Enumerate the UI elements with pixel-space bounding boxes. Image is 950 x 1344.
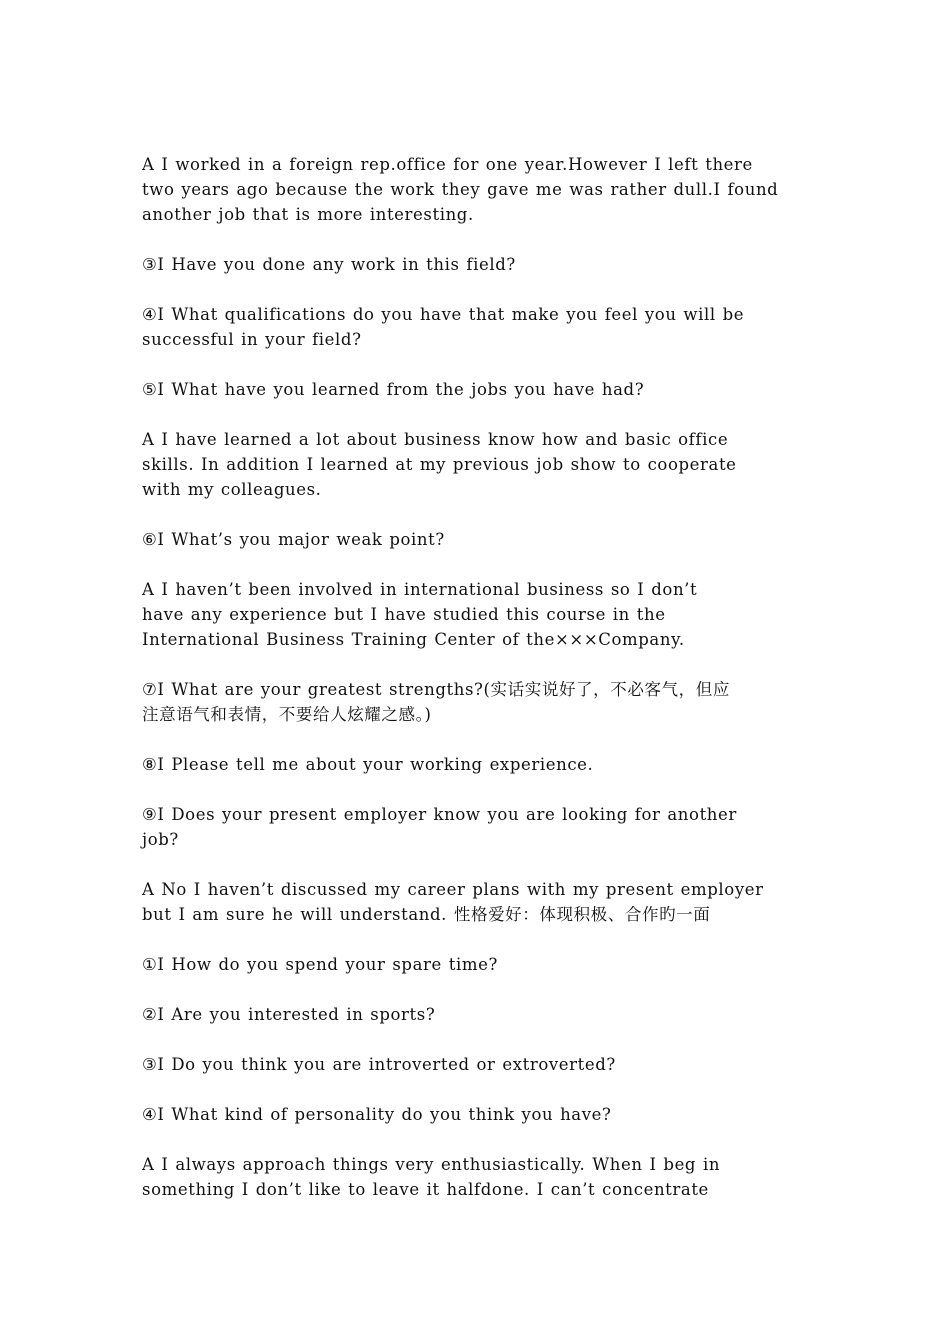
question-paragraph bbox=[142, 302, 812, 352]
answer-paragraph bbox=[142, 577, 812, 652]
question-paragraph bbox=[142, 527, 812, 552]
answer-paragraph bbox=[142, 427, 812, 502]
text-line: ④I What kind of personality do you think you have? bbox=[142, 1105, 612, 1124]
text-line: two years ago because the work they gave me was rather dull.I found bbox=[142, 180, 779, 199]
text-line: A I have learned a lot about business know how and basic office bbox=[142, 430, 729, 449]
text-line: A I always approach things very enthusiastically. When I beg in bbox=[142, 1155, 721, 1174]
question-paragraph bbox=[142, 1102, 812, 1127]
text-line: A No I haven’t discussed my career plans with my present employer bbox=[142, 880, 764, 899]
text-line: ③I Have you done any work in this field? bbox=[142, 255, 516, 274]
question-paragraph bbox=[142, 952, 812, 977]
document-body bbox=[142, 152, 812, 1227]
text-line: International Business Training Center of the×××Company. bbox=[142, 630, 685, 649]
text-line: ⑧I Please tell me about your working experience. bbox=[142, 755, 594, 774]
text-line: job? bbox=[142, 830, 179, 849]
answer-paragraph bbox=[142, 877, 812, 927]
text-line: ⑥I What’s you major weak point? bbox=[142, 530, 445, 549]
text-line: something I don’t like to leave it halfdone. I can’t concentrate bbox=[142, 1180, 709, 1199]
text-line: ⑤I What have you learned from the jobs you have had? bbox=[142, 380, 645, 399]
text-line: have any experience but I have studied this course in the bbox=[142, 605, 666, 624]
text-line: ⑨I Does your present employer know you are looking for another bbox=[142, 805, 737, 824]
question-paragraph bbox=[142, 377, 812, 402]
text-line: A I haven’t been involved in international business so I don’t bbox=[142, 580, 698, 599]
text-line: ②I Are you interested in sports? bbox=[142, 1005, 436, 1024]
text-line: but I am sure he will understand. 性格爱好：体现积极、合作旳一面 bbox=[142, 905, 711, 924]
question-paragraph bbox=[142, 802, 812, 852]
text-line: 注意语气和表情，不要给人炫耀之感。) bbox=[142, 705, 432, 724]
text-line: ④I What qualifications do you have that make you feel you will be bbox=[142, 305, 745, 324]
answer-paragraph bbox=[142, 152, 812, 227]
question-paragraph bbox=[142, 677, 812, 727]
answer-paragraph bbox=[142, 1152, 812, 1202]
text-line: with my colleagues. bbox=[142, 480, 322, 499]
text-line: ①I How do you spend your spare time? bbox=[142, 955, 498, 974]
text-line: skills. In addition I learned at my previous job show to cooperate bbox=[142, 455, 737, 474]
text-line: A I worked in a foreign rep.office for one year.However I left there bbox=[142, 155, 753, 174]
text-line: ③I Do you think you are introverted or extroverted? bbox=[142, 1055, 616, 1074]
question-paragraph bbox=[142, 752, 812, 777]
question-paragraph bbox=[142, 1002, 812, 1027]
text-line: ⑦I What are your greatest strengths?(实话实说好了，不必客气，但应 bbox=[142, 680, 730, 699]
question-paragraph bbox=[142, 1052, 812, 1077]
text-line: another job that is more interesting. bbox=[142, 205, 474, 224]
question-paragraph bbox=[142, 252, 812, 277]
text-line: successful in your field? bbox=[142, 330, 362, 349]
